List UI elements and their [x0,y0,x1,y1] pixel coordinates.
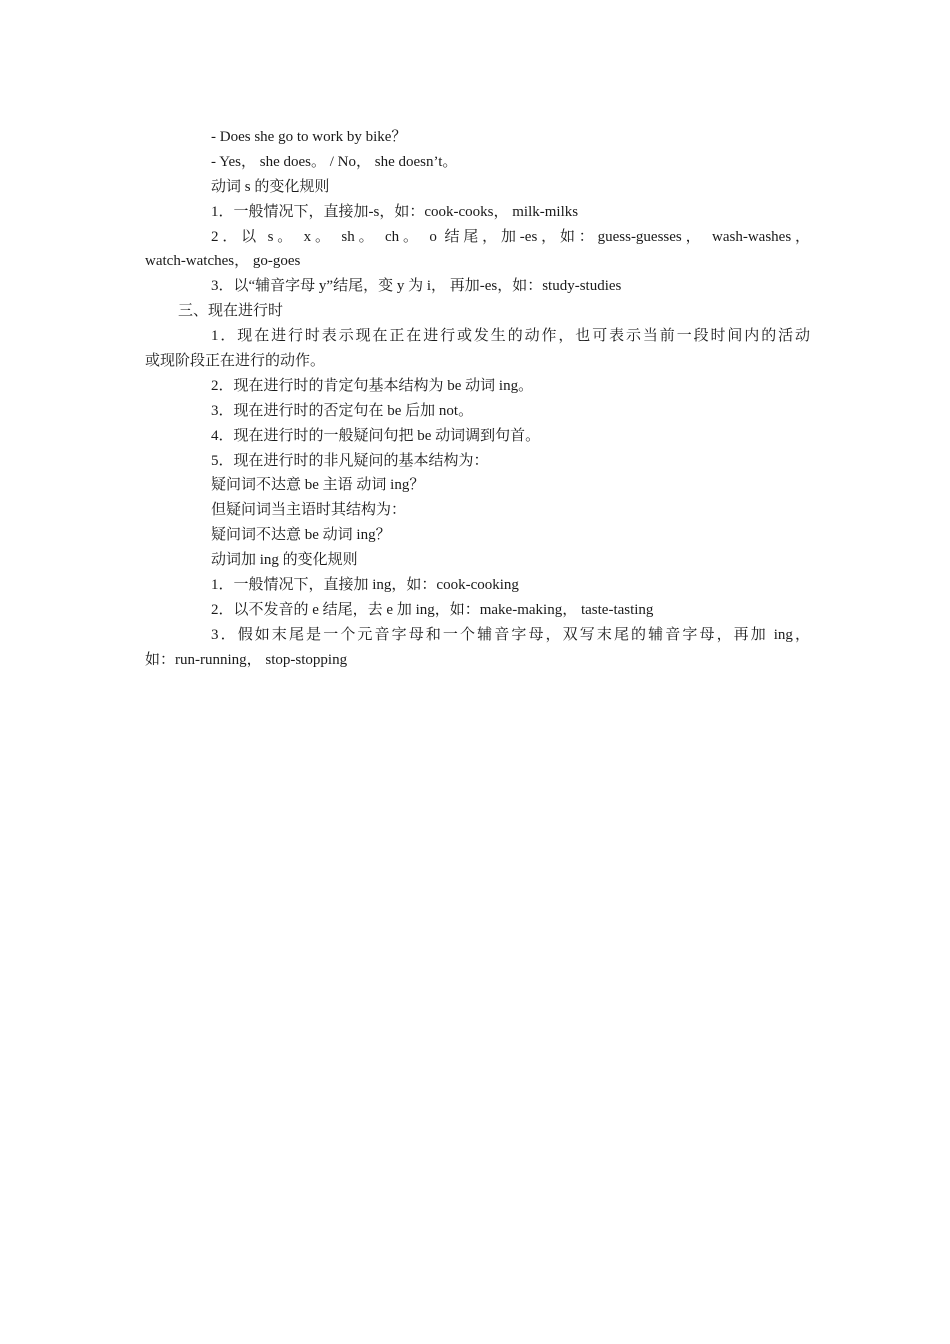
s-rule-1: 1．一般情况下，直接加-s，如：cook-cooks， milk-milks [211,203,579,220]
s-rule-2: 2．以 s。 x。 sh。 ch。 o 结尾，加-es，如：guess-guesses， wash-washes， [211,228,810,245]
continuous-point-1-continued: 或现阶段正在进行的动作。 [145,353,326,370]
continuous-point-3: 3．现在进行时的否定句在 be 后加 not。 [211,402,474,419]
section-heading-s-rules: 动词 s 的变化规则 [211,178,330,195]
section-heading-ing-rules: 动词加 ing 的变化规则 [211,552,358,569]
continuous-point-1: 1．现在进行时表示现在正在进行或发生的动作，也可表示当前一段时间内的活动 [211,328,810,345]
s-rule-2-continued: watch-watches， go-goes [145,253,301,270]
s-rule-3: 3．以“辅音字母 y”结尾，变 y 为 i， 再加-es，如：study-studies [211,278,622,295]
ing-rule-2: 2．以不发音的 e 结尾，去 e 加 ing，如：make-making， taste-tasting [211,601,654,618]
dialog-answer: - Yes， she does。 / No， she doesn’t。 [211,153,458,170]
structure-formula-2: 疑问词不达意 be 动词 ing？ [211,527,391,544]
ing-rule-3: 3．假如末尾是一个元音字母和一个辅音字母，双写末尾的辅音字母，再加 ing， [211,626,810,643]
ing-rule-1: 1．一般情况下，直接加 ing，如：cook-cooking [211,577,519,594]
structure-note: 但疑问词当主语时其结构为： [211,502,407,519]
structure-formula-1: 疑问词不达意 be 主语 动词 ing？ [211,477,425,494]
dialog-question: - Does she go to work by bike？ [211,129,407,145]
document-body [145,125,810,673]
section-heading-present-continuous: 三、现在进行时 [178,303,284,320]
continuous-point-5: 5．现在进行时的非凡疑问的基本结构为： [211,452,489,469]
ing-rule-3-continued: 如：run-running， stop-stopping [145,651,348,668]
continuous-point-2: 2．现在进行时的肯定句基本结构为 be 动词 ing。 [211,377,534,394]
continuous-point-4: 4．现在进行时的一般疑问句把 be 动词调到句首。 [211,427,541,444]
